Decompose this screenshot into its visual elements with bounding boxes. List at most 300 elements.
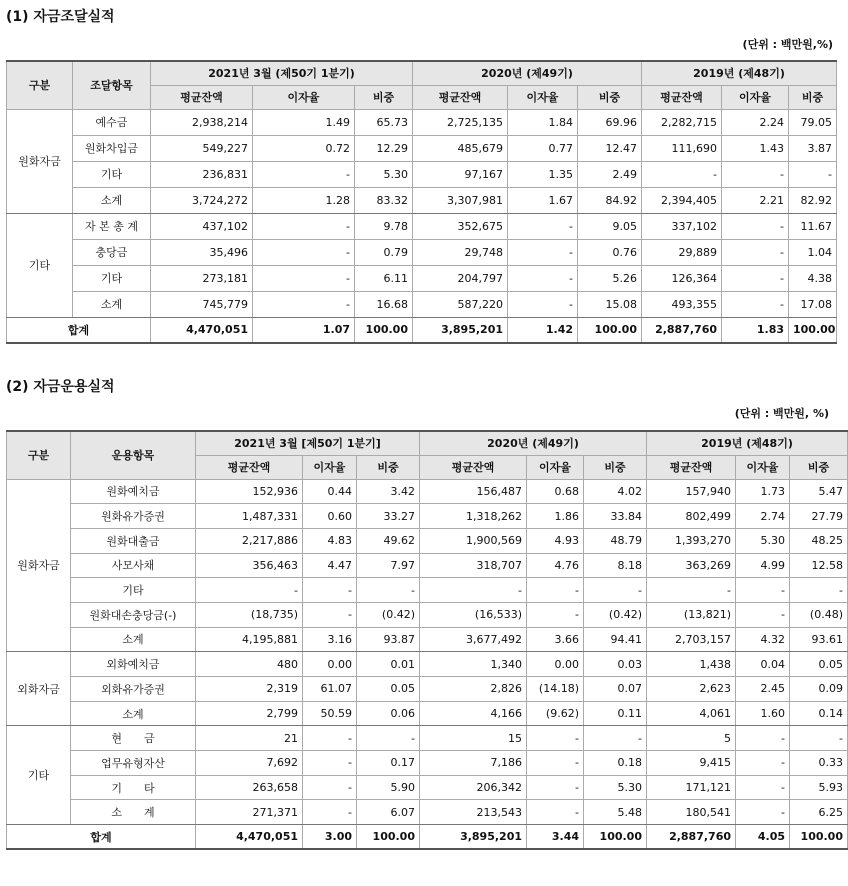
section2-unit: (단위 : 백만원, %) bbox=[734, 407, 829, 420]
section1-unit: (단위 : 백만원,%) bbox=[742, 38, 833, 51]
cell-value: 480 bbox=[196, 652, 303, 677]
item-label: 소계 bbox=[73, 291, 151, 317]
cell-value: 802,499 bbox=[647, 504, 736, 529]
item-label: 업무유형자산 bbox=[71, 751, 196, 776]
total-value: 2,887,760 bbox=[642, 317, 722, 343]
cell-value: 0.79 bbox=[355, 239, 413, 265]
cell-value: - bbox=[303, 726, 357, 751]
header-period: 2020년 (제49기) bbox=[420, 431, 647, 455]
cell-value: 21 bbox=[196, 726, 303, 751]
subheader-share: 비중 bbox=[789, 85, 837, 109]
cell-value: - bbox=[508, 213, 578, 239]
subheader-rate: 이자율 bbox=[303, 455, 357, 479]
cell-value: 1.28 bbox=[253, 187, 355, 213]
cell-value: 2.21 bbox=[722, 187, 789, 213]
cell-value: 3,677,492 bbox=[420, 627, 527, 652]
cell-value: 84.92 bbox=[578, 187, 642, 213]
total-value: 2,887,760 bbox=[647, 825, 736, 850]
subheader-share: 비중 bbox=[355, 85, 413, 109]
cell-value: (13,821) bbox=[647, 602, 736, 627]
cell-value: 352,675 bbox=[413, 213, 508, 239]
item-label: 소 계 bbox=[71, 800, 196, 825]
table-row bbox=[7, 504, 848, 529]
item-label: 기타 bbox=[73, 161, 151, 187]
subheader-rate: 이자율 bbox=[722, 85, 789, 109]
cell-value: - bbox=[722, 239, 789, 265]
cell-value: 3,307,981 bbox=[413, 187, 508, 213]
item-label: 원화대손충당금(-) bbox=[71, 602, 196, 627]
cell-value: 93.61 bbox=[790, 627, 848, 652]
cell-value: 2.45 bbox=[736, 677, 790, 702]
cell-value: (9.62) bbox=[527, 701, 584, 726]
cell-value: 263,658 bbox=[196, 775, 303, 800]
item-label: 소계 bbox=[71, 627, 196, 652]
cell-value: - bbox=[789, 161, 837, 187]
cell-value: 356,463 bbox=[196, 553, 303, 578]
cell-value: 6.25 bbox=[790, 800, 848, 825]
cell-value: 61.07 bbox=[303, 677, 357, 702]
cell-value: - bbox=[527, 775, 584, 800]
table-row bbox=[7, 578, 848, 603]
cell-value: 50.59 bbox=[303, 701, 357, 726]
cell-value: 35,496 bbox=[151, 239, 253, 265]
header-period: 2019년 (제48기) bbox=[642, 61, 837, 85]
cell-value: (18,735) bbox=[196, 602, 303, 627]
cell-value: 5.47 bbox=[790, 479, 848, 504]
cell-value: 1,318,262 bbox=[420, 504, 527, 529]
cell-value: 7,186 bbox=[420, 751, 527, 776]
cell-value: 1.43 bbox=[722, 135, 789, 161]
subheader-share: 비중 bbox=[790, 455, 848, 479]
cell-value: 1,393,270 bbox=[647, 528, 736, 553]
header-period: 2019년 (제48기) bbox=[647, 431, 848, 455]
cell-value: - bbox=[722, 213, 789, 239]
table-row bbox=[7, 161, 837, 187]
table-row bbox=[7, 701, 848, 726]
cell-value: - bbox=[790, 578, 848, 603]
cell-value: 6.11 bbox=[355, 265, 413, 291]
item-label: 원화대출금 bbox=[71, 528, 196, 553]
cell-value: 49.62 bbox=[357, 528, 420, 553]
table-row bbox=[7, 109, 837, 135]
cell-value: 5.90 bbox=[357, 775, 420, 800]
cell-value: - bbox=[736, 726, 790, 751]
subheader-rate: 이자율 bbox=[253, 85, 355, 109]
subheader-balance: 평균잔액 bbox=[642, 85, 722, 109]
cell-value: 0.07 bbox=[584, 677, 647, 702]
cell-value: 9.05 bbox=[578, 213, 642, 239]
section1-title: (1) 자금조달실적 bbox=[6, 9, 115, 25]
table-row bbox=[7, 800, 848, 825]
cell-value: 65.73 bbox=[355, 109, 413, 135]
cell-value: - bbox=[736, 800, 790, 825]
header-period: 2021년 3월 [제50기 1분기] bbox=[196, 431, 420, 455]
table-row bbox=[7, 135, 837, 161]
table-row bbox=[7, 479, 848, 504]
total-label: 합계 bbox=[7, 317, 151, 343]
item-label: 기타 bbox=[71, 578, 196, 603]
total-value: 1.07 bbox=[253, 317, 355, 343]
cell-value: 1.84 bbox=[508, 109, 578, 135]
cell-value: 2,703,157 bbox=[647, 627, 736, 652]
item-label: 외화예치금 bbox=[71, 652, 196, 677]
total-value: 3.44 bbox=[527, 825, 584, 850]
cell-value: - bbox=[303, 800, 357, 825]
table-row bbox=[7, 652, 848, 677]
cell-value: - bbox=[736, 751, 790, 776]
cell-value: 9.78 bbox=[355, 213, 413, 239]
group-label: 기타 bbox=[7, 726, 71, 825]
cell-value: - bbox=[253, 265, 355, 291]
cell-value: - bbox=[420, 578, 527, 603]
cell-value: 0.09 bbox=[790, 677, 848, 702]
cell-value: 2,725,135 bbox=[413, 109, 508, 135]
cell-value: 204,797 bbox=[413, 265, 508, 291]
cell-value: 3.87 bbox=[789, 135, 837, 161]
total-label: 합계 bbox=[7, 825, 196, 850]
cell-value: 82.92 bbox=[789, 187, 837, 213]
subheader-balance: 평균잔액 bbox=[647, 455, 736, 479]
cell-value: 0.44 bbox=[303, 479, 357, 504]
total-value: 100.00 bbox=[355, 317, 413, 343]
table-row bbox=[7, 291, 837, 317]
cell-value: 0.03 bbox=[584, 652, 647, 677]
cell-value: 4.38 bbox=[789, 265, 837, 291]
cell-value: 27.79 bbox=[790, 504, 848, 529]
cell-value: 7.97 bbox=[357, 553, 420, 578]
cell-value: 0.04 bbox=[736, 652, 790, 677]
cell-value: 2,394,405 bbox=[642, 187, 722, 213]
cell-value: 0.18 bbox=[584, 751, 647, 776]
cell-value: 236,831 bbox=[151, 161, 253, 187]
cell-value: 1.49 bbox=[253, 109, 355, 135]
cell-value: 12.47 bbox=[578, 135, 642, 161]
cell-value: 0.77 bbox=[508, 135, 578, 161]
table-row bbox=[7, 187, 837, 213]
cell-value: 16.68 bbox=[355, 291, 413, 317]
subheader-balance: 평균잔액 bbox=[196, 455, 303, 479]
table-row bbox=[7, 627, 848, 652]
cell-value: 0.05 bbox=[790, 652, 848, 677]
cell-value: 5.26 bbox=[578, 265, 642, 291]
cell-value: - bbox=[508, 291, 578, 317]
cell-value: 4,195,881 bbox=[196, 627, 303, 652]
cell-value: - bbox=[736, 578, 790, 603]
cell-value: 1,438 bbox=[647, 652, 736, 677]
item-label: 소계 bbox=[73, 187, 151, 213]
cell-value: 4.93 bbox=[527, 528, 584, 553]
cell-value: 9,415 bbox=[647, 751, 736, 776]
cell-value: 94.41 bbox=[584, 627, 647, 652]
total-value: 100.00 bbox=[578, 317, 642, 343]
cell-value: 0.11 bbox=[584, 701, 647, 726]
funding-table bbox=[6, 60, 837, 344]
cell-value: - bbox=[253, 291, 355, 317]
cell-value: 271,371 bbox=[196, 800, 303, 825]
cell-value: 1,487,331 bbox=[196, 504, 303, 529]
item-label: 원화차입금 bbox=[73, 135, 151, 161]
cell-value: 156,487 bbox=[420, 479, 527, 504]
cell-value: 0.72 bbox=[253, 135, 355, 161]
cell-value: - bbox=[527, 602, 584, 627]
cell-value: 1,900,569 bbox=[420, 528, 527, 553]
cell-value: 5.48 bbox=[584, 800, 647, 825]
cell-value: 48.79 bbox=[584, 528, 647, 553]
cell-value: 3.16 bbox=[303, 627, 357, 652]
subheader-rate: 이자율 bbox=[508, 85, 578, 109]
cell-value: - bbox=[357, 726, 420, 751]
cell-value: 1,340 bbox=[420, 652, 527, 677]
cell-value: 4,061 bbox=[647, 701, 736, 726]
cell-value: - bbox=[253, 239, 355, 265]
cell-value: 318,707 bbox=[420, 553, 527, 578]
cell-value: (16,533) bbox=[420, 602, 527, 627]
cell-value: 17.08 bbox=[789, 291, 837, 317]
item-label: 예수금 bbox=[73, 109, 151, 135]
cell-value: 5.93 bbox=[790, 775, 848, 800]
cell-value: 0.33 bbox=[790, 751, 848, 776]
cell-value: - bbox=[736, 775, 790, 800]
header-period: 2021년 3월 (제50기 1분기) bbox=[151, 61, 413, 85]
cell-value: - bbox=[722, 161, 789, 187]
subheader-balance: 평균잔액 bbox=[151, 85, 253, 109]
total-row bbox=[7, 825, 848, 850]
total-value: 3,895,201 bbox=[420, 825, 527, 850]
cell-value: 1.73 bbox=[736, 479, 790, 504]
cell-value: 3,724,272 bbox=[151, 187, 253, 213]
total-row bbox=[7, 317, 837, 343]
group-label: 원화자금 bbox=[7, 479, 71, 652]
cell-value: - bbox=[357, 578, 420, 603]
header-period: 2020년 (제49기) bbox=[413, 61, 642, 85]
subheader-balance: 평균잔액 bbox=[413, 85, 508, 109]
table-row bbox=[7, 775, 848, 800]
cell-value: 0.68 bbox=[527, 479, 584, 504]
cell-value: (0.42) bbox=[357, 602, 420, 627]
cell-value: - bbox=[527, 726, 584, 751]
group-label: 외화자금 bbox=[7, 652, 71, 726]
cell-value: 0.17 bbox=[357, 751, 420, 776]
cell-value: 29,748 bbox=[413, 239, 508, 265]
cell-value: 2.24 bbox=[722, 109, 789, 135]
item-label: 기타 bbox=[73, 265, 151, 291]
cell-value: 1.04 bbox=[789, 239, 837, 265]
cell-value: 69.96 bbox=[578, 109, 642, 135]
cell-value: - bbox=[722, 265, 789, 291]
item-label: 사모사채 bbox=[71, 553, 196, 578]
header-group: 구분 bbox=[7, 61, 73, 109]
cell-value: - bbox=[736, 602, 790, 627]
cell-value: - bbox=[642, 161, 722, 187]
header-group: 구분 bbox=[7, 431, 71, 479]
cell-value: 157,940 bbox=[647, 479, 736, 504]
table-row bbox=[7, 602, 848, 627]
group-label: 기타 bbox=[7, 213, 73, 317]
table-row bbox=[7, 239, 837, 265]
cell-value: 33.27 bbox=[357, 504, 420, 529]
cell-value: 180,541 bbox=[647, 800, 736, 825]
table-row bbox=[7, 726, 848, 751]
group-label: 원화자금 bbox=[7, 109, 73, 213]
cell-value: 5 bbox=[647, 726, 736, 751]
total-value: 3,895,201 bbox=[413, 317, 508, 343]
cell-value: 2,799 bbox=[196, 701, 303, 726]
funding-table-body bbox=[7, 109, 837, 343]
cell-value: 15.08 bbox=[578, 291, 642, 317]
cell-value: - bbox=[303, 602, 357, 627]
table-row bbox=[7, 553, 848, 578]
cell-value: 4.32 bbox=[736, 627, 790, 652]
cell-value: - bbox=[253, 161, 355, 187]
cell-value: 0.14 bbox=[790, 701, 848, 726]
cell-value: - bbox=[722, 291, 789, 317]
investment-table-body bbox=[7, 479, 848, 849]
cell-value: 5.30 bbox=[584, 775, 647, 800]
section2-title: (2) 자금운용실적 bbox=[6, 379, 115, 395]
item-label: 소계 bbox=[71, 701, 196, 726]
cell-value: - bbox=[253, 213, 355, 239]
total-value: 100.00 bbox=[584, 825, 647, 850]
subheader-share: 비중 bbox=[584, 455, 647, 479]
cell-value: 1.35 bbox=[508, 161, 578, 187]
cell-value: 7,692 bbox=[196, 751, 303, 776]
cell-value: 2,826 bbox=[420, 677, 527, 702]
cell-value: 11.67 bbox=[789, 213, 837, 239]
cell-value: - bbox=[647, 578, 736, 603]
cell-value: 0.06 bbox=[357, 701, 420, 726]
cell-value: 4.47 bbox=[303, 553, 357, 578]
cell-value: 4.76 bbox=[527, 553, 584, 578]
cell-value: 97,167 bbox=[413, 161, 508, 187]
item-label: 현 금 bbox=[71, 726, 196, 751]
cell-value: 587,220 bbox=[413, 291, 508, 317]
cell-value: - bbox=[527, 751, 584, 776]
item-label: 자 본 총 계 bbox=[73, 213, 151, 239]
total-value: 100.00 bbox=[789, 317, 837, 343]
cell-value: - bbox=[303, 751, 357, 776]
cell-value: 2.74 bbox=[736, 504, 790, 529]
total-value: 4,470,051 bbox=[196, 825, 303, 850]
item-label: 원화예치금 bbox=[71, 479, 196, 504]
cell-value: 2,938,214 bbox=[151, 109, 253, 135]
cell-value: 1.86 bbox=[527, 504, 584, 529]
subheader-balance: 평균잔액 bbox=[420, 455, 527, 479]
cell-value: 12.29 bbox=[355, 135, 413, 161]
total-value: 100.00 bbox=[790, 825, 848, 850]
cell-value: 12.58 bbox=[790, 553, 848, 578]
cell-value: 3.42 bbox=[357, 479, 420, 504]
cell-value: 83.32 bbox=[355, 187, 413, 213]
cell-value: - bbox=[527, 578, 584, 603]
cell-value: 337,102 bbox=[642, 213, 722, 239]
subheader-rate: 이자율 bbox=[736, 455, 790, 479]
cell-value: 485,679 bbox=[413, 135, 508, 161]
table-row bbox=[7, 528, 848, 553]
cell-value: 206,342 bbox=[420, 775, 527, 800]
cell-value: 6.07 bbox=[357, 800, 420, 825]
cell-value: 745,779 bbox=[151, 291, 253, 317]
cell-value: - bbox=[584, 726, 647, 751]
investment-table bbox=[6, 430, 848, 850]
cell-value: 1.60 bbox=[736, 701, 790, 726]
cell-value: (0.48) bbox=[790, 602, 848, 627]
cell-value: 15 bbox=[420, 726, 527, 751]
cell-value: - bbox=[303, 775, 357, 800]
table-row bbox=[7, 677, 848, 702]
cell-value: 5.30 bbox=[736, 528, 790, 553]
cell-value: 4.02 bbox=[584, 479, 647, 504]
cell-value: (0.42) bbox=[584, 602, 647, 627]
cell-value: 79.05 bbox=[789, 109, 837, 135]
item-label: 외화유가증권 bbox=[71, 677, 196, 702]
cell-value: 152,936 bbox=[196, 479, 303, 504]
cell-value: 213,543 bbox=[420, 800, 527, 825]
total-value: 4.05 bbox=[736, 825, 790, 850]
cell-value: 0.00 bbox=[527, 652, 584, 677]
cell-value: 33.84 bbox=[584, 504, 647, 529]
cell-value: - bbox=[790, 726, 848, 751]
cell-value: 4.83 bbox=[303, 528, 357, 553]
item-label: 충당금 bbox=[73, 239, 151, 265]
header-item: 운용항목 bbox=[71, 431, 196, 479]
item-label: 기 타 bbox=[71, 775, 196, 800]
total-value: 4,470,051 bbox=[151, 317, 253, 343]
cell-value: - bbox=[527, 800, 584, 825]
total-value: 3.00 bbox=[303, 825, 357, 850]
cell-value: 437,102 bbox=[151, 213, 253, 239]
cell-value: 2.49 bbox=[578, 161, 642, 187]
cell-value: 111,690 bbox=[642, 135, 722, 161]
cell-value: 171,121 bbox=[647, 775, 736, 800]
cell-value: 0.05 bbox=[357, 677, 420, 702]
cell-value: 273,181 bbox=[151, 265, 253, 291]
cell-value: 4.99 bbox=[736, 553, 790, 578]
table-row bbox=[7, 751, 848, 776]
cell-value: 2,623 bbox=[647, 677, 736, 702]
cell-value: - bbox=[508, 239, 578, 265]
subheader-rate: 이자율 bbox=[527, 455, 584, 479]
subheader-share: 비중 bbox=[578, 85, 642, 109]
total-value: 1.42 bbox=[508, 317, 578, 343]
table-row bbox=[7, 265, 837, 291]
item-label: 원화유가증권 bbox=[71, 504, 196, 529]
cell-value: 29,889 bbox=[642, 239, 722, 265]
cell-value: - bbox=[303, 578, 357, 603]
cell-value: 93.87 bbox=[357, 627, 420, 652]
cell-value: 2,217,886 bbox=[196, 528, 303, 553]
cell-value: - bbox=[196, 578, 303, 603]
subheader-share: 비중 bbox=[357, 455, 420, 479]
cell-value: 1.67 bbox=[508, 187, 578, 213]
cell-value: 2,319 bbox=[196, 677, 303, 702]
cell-value: 0.00 bbox=[303, 652, 357, 677]
cell-value: 363,269 bbox=[647, 553, 736, 578]
cell-value: 0.76 bbox=[578, 239, 642, 265]
total-value: 100.00 bbox=[357, 825, 420, 850]
cell-value: - bbox=[584, 578, 647, 603]
table-row bbox=[7, 213, 837, 239]
total-value: 1.83 bbox=[722, 317, 789, 343]
cell-value: 0.01 bbox=[357, 652, 420, 677]
cell-value: 2,282,715 bbox=[642, 109, 722, 135]
cell-value: 8.18 bbox=[584, 553, 647, 578]
header-item: 조달항목 bbox=[73, 61, 151, 109]
cell-value: 48.25 bbox=[790, 528, 848, 553]
cell-value: - bbox=[508, 265, 578, 291]
cell-value: 4,166 bbox=[420, 701, 527, 726]
cell-value: 3.66 bbox=[527, 627, 584, 652]
cell-value: 0.60 bbox=[303, 504, 357, 529]
